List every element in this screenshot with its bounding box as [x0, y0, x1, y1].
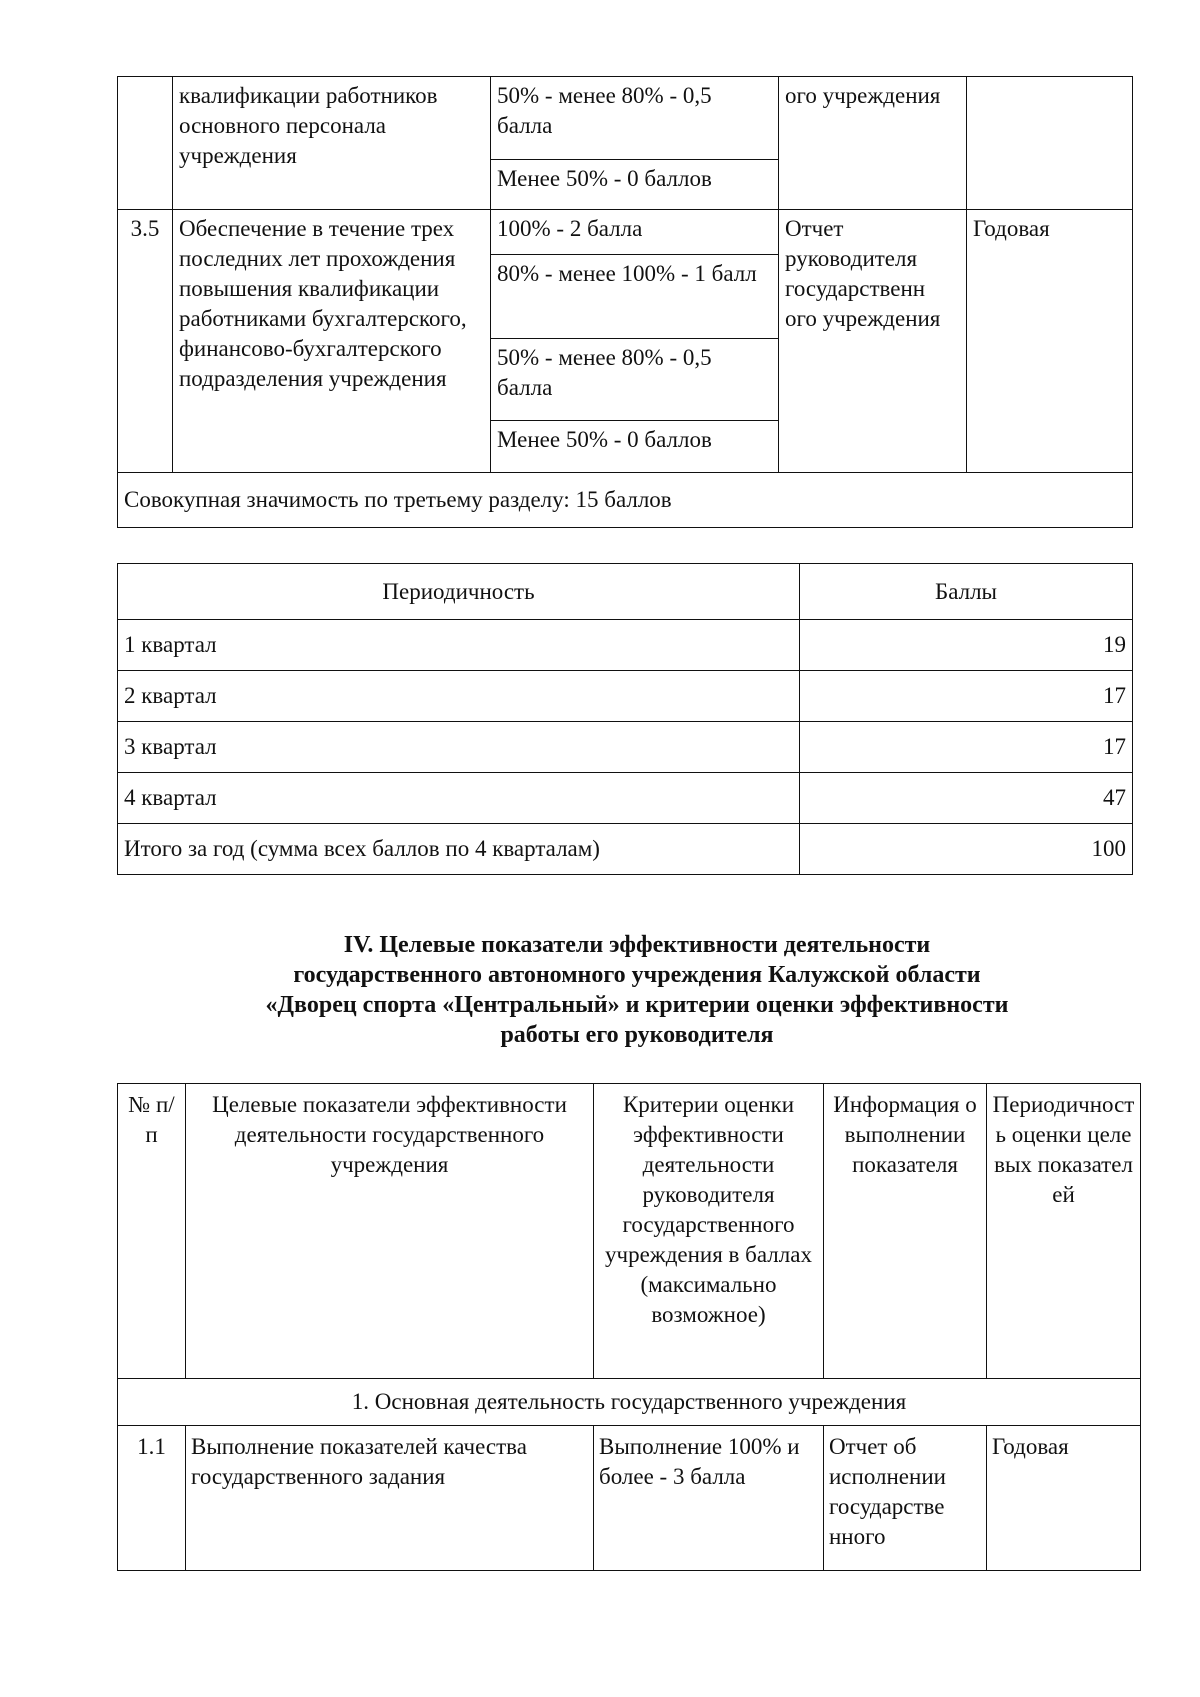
period-label: 3 квартал — [118, 722, 800, 773]
heading-line: IV. Целевые показатели эффективности деятельности — [343, 932, 931, 958]
header-num: № п/п — [118, 1084, 186, 1379]
period-label: 2 квартал — [118, 671, 800, 722]
info-cell: Отчет руководителя государственн ого учреждения — [779, 210, 967, 473]
periodicity-points-table — [117, 563, 1133, 875]
section-1-title: 1. Основная деятельность государственного учреждения — [118, 1379, 1141, 1426]
period-points: 100 — [800, 824, 1133, 875]
criteria-cell: 50% - менее 80% - 0,5 балла — [491, 339, 779, 421]
period-points: 17 — [800, 671, 1133, 722]
period-label: 1 квартал — [118, 620, 800, 671]
period-points: 19 — [800, 620, 1133, 671]
criteria-cell: Менее 50% - 0 баллов — [491, 160, 779, 210]
header-indicator: Целевые показатели эффективности деятельности государственного учреждения — [186, 1084, 594, 1379]
indicator-cell: Выполнение показателей качества государственного задания — [186, 1426, 594, 1571]
info-cell: Отчет об исполнении государстве нного — [824, 1426, 987, 1571]
period-cell — [967, 77, 1133, 210]
header-points: Баллы — [800, 564, 1133, 620]
section-summary: Совокупная значимость по третьему разделу: 15 баллов — [118, 473, 1133, 528]
header-info: Информация о выполнении показателя — [824, 1084, 987, 1379]
period-label: Итого за год (сумма всех баллов по 4 кварталам) — [118, 824, 800, 875]
row-number-cell: 3.5 — [118, 210, 173, 473]
period-label: 4 квартал — [118, 773, 800, 824]
criteria-cell: 100% - 2 балла — [491, 210, 779, 255]
period-cell: Годовая — [987, 1426, 1141, 1571]
section4-heading — [117, 930, 1157, 1050]
heading-line: государственного автономного учреждения Калужской области — [293, 962, 981, 988]
section3-criteria-table — [117, 76, 1133, 528]
period-points: 17 — [800, 722, 1133, 773]
table-row — [118, 671, 1133, 722]
table-row — [118, 773, 1133, 824]
criteria-cell: 80% - менее 100% - 1 балл — [491, 255, 779, 339]
period-points: 47 — [800, 773, 1133, 824]
header-criteria: Критерии оценки эффективности деятельности руководителя государственного учреждения в баллах (максимально возможное) — [594, 1084, 824, 1379]
info-cell: ого учреждения — [779, 77, 967, 210]
indicator-cell: Обеспечение в течение трех последних лет прохождения повышения квалификации работниками бухгалтерского, финансово-бухгалтерского подразделения учреждения — [173, 210, 491, 473]
table-row — [118, 620, 1133, 671]
indicator-cell: квалификации работников основного персонала учреждения — [173, 77, 491, 210]
criteria-cell: 50% - менее 80% - 0,5 балла — [491, 77, 779, 160]
table-row — [118, 722, 1133, 773]
table-row — [118, 824, 1133, 875]
target-indicators-table — [117, 1083, 1141, 1571]
heading-line: «Дворец спорта «Центральный» и критерии оценки эффективности — [265, 992, 1009, 1018]
row-number-cell — [118, 77, 173, 210]
criteria-cell: Менее 50% - 0 баллов — [491, 421, 779, 473]
heading-line: работы его руководителя — [500, 1022, 774, 1048]
header-period: Периодичность оценки целевых показателей — [987, 1084, 1141, 1379]
period-cell: Годовая — [967, 210, 1133, 473]
criteria-cell: Выполнение 100% и более - 3 балла — [594, 1426, 824, 1571]
row-number-cell: 1.1 — [118, 1426, 186, 1571]
header-periodicity: Периодичность — [118, 564, 800, 620]
